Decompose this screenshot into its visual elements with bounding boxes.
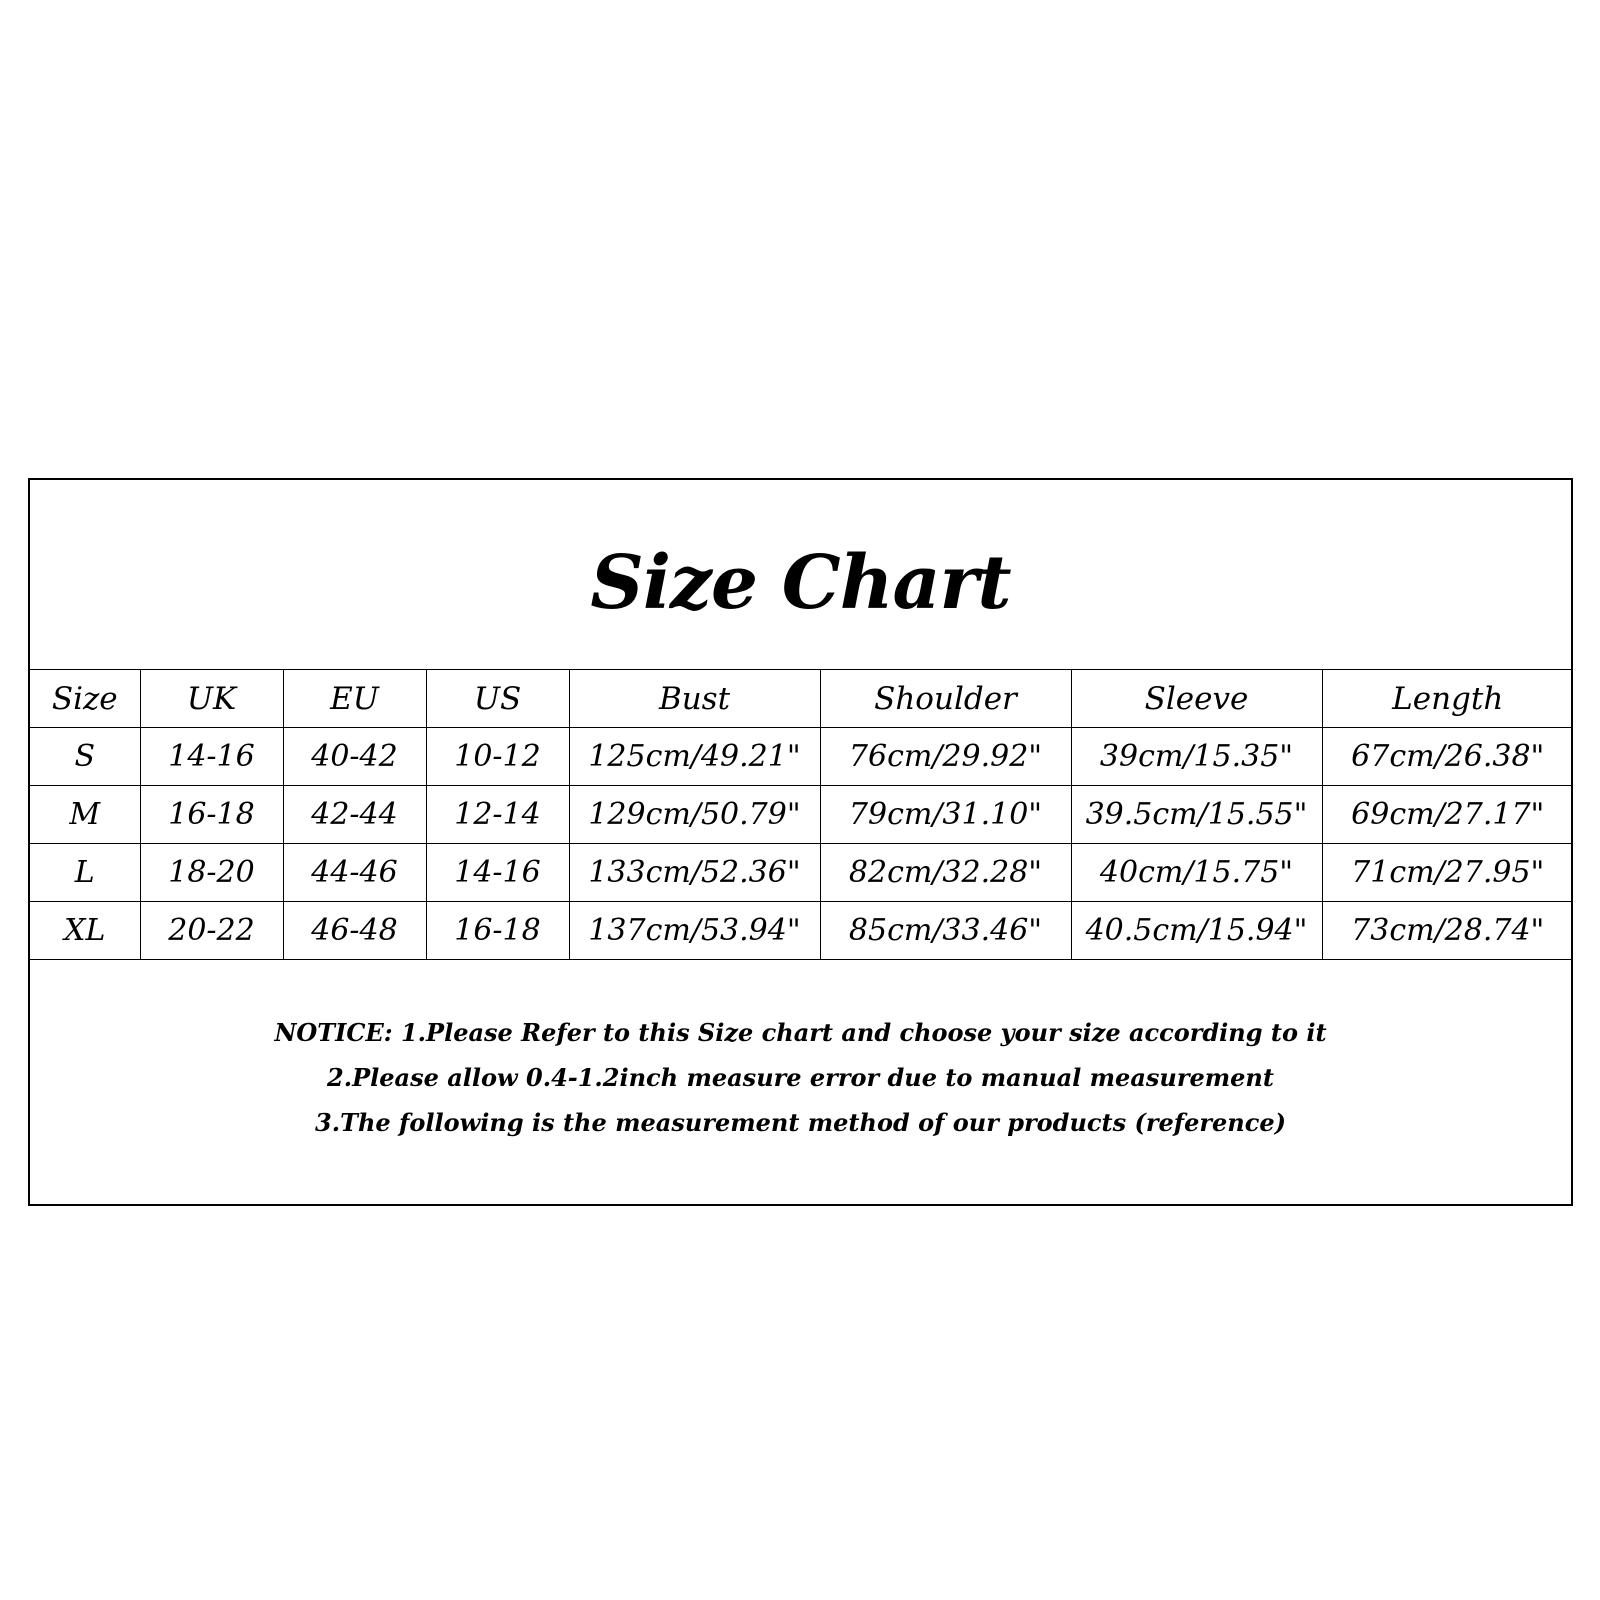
cell-eu: 40-42 <box>283 728 426 786</box>
header-size: Size <box>30 670 140 728</box>
cell-eu: 46-48 <box>283 902 426 960</box>
cell-length: 71cm/27.95" <box>1322 844 1573 902</box>
cell-length: 73cm/28.74" <box>1322 902 1573 960</box>
cell-size: L <box>30 844 140 902</box>
cell-shoulder: 76cm/29.92" <box>820 728 1071 786</box>
cell-uk: 14-16 <box>140 728 283 786</box>
table-row <box>30 902 1573 960</box>
header-sleeve: Sleeve <box>1071 670 1322 728</box>
cell-uk: 20-22 <box>140 902 283 960</box>
header-uk: UK <box>140 670 283 728</box>
cell-length: 67cm/26.38" <box>1322 728 1573 786</box>
header-eu: EU <box>283 670 426 728</box>
table-row <box>30 844 1573 902</box>
cell-bust: 125cm/49.21" <box>569 728 820 786</box>
cell-us: 16-18 <box>426 902 569 960</box>
cell-bust: 133cm/52.36" <box>569 844 820 902</box>
cell-eu: 42-44 <box>283 786 426 844</box>
table-row <box>30 786 1573 844</box>
table-header-row <box>30 670 1573 728</box>
cell-length: 69cm/27.17" <box>1322 786 1573 844</box>
cell-shoulder: 82cm/32.28" <box>820 844 1071 902</box>
cell-sleeve: 39cm/15.35" <box>1071 728 1322 786</box>
cell-shoulder: 85cm/33.46" <box>820 902 1071 960</box>
cell-sleeve: 40.5cm/15.94" <box>1071 902 1322 960</box>
cell-eu: 44-46 <box>283 844 426 902</box>
table-row <box>30 728 1573 786</box>
cell-us: 14-16 <box>426 844 569 902</box>
cell-us: 12-14 <box>426 786 569 844</box>
cell-shoulder: 79cm/31.10" <box>820 786 1071 844</box>
cell-uk: 16-18 <box>140 786 283 844</box>
cell-sleeve: 39.5cm/15.55" <box>1071 786 1322 844</box>
chart-title: Size Chart <box>590 540 1011 626</box>
header-us: US <box>426 670 569 728</box>
header-bust: Bust <box>569 670 820 728</box>
size-chart-panel <box>28 478 1573 1206</box>
size-table <box>30 669 1573 960</box>
header-length: Length <box>1322 670 1573 728</box>
cell-uk: 18-20 <box>140 844 283 902</box>
cell-sleeve: 40cm/15.75" <box>1071 844 1322 902</box>
cell-size: M <box>30 786 140 844</box>
cell-size: XL <box>30 902 140 960</box>
cell-us: 10-12 <box>426 728 569 786</box>
cell-bust: 137cm/53.94" <box>569 902 820 960</box>
cell-bust: 129cm/50.79" <box>569 786 820 844</box>
notice-line-3: 3.The following is the measurement method of our products (reference) <box>315 1108 1286 1137</box>
notice-line-2: 2.Please allow 0.4-1.2inch measure error due to manual measurement <box>327 1063 1274 1092</box>
header-shoulder: Shoulder <box>820 670 1071 728</box>
notice-block <box>30 1010 1571 1145</box>
cell-size: S <box>30 728 140 786</box>
notice-line-1: NOTICE: 1.Please Refer to this Size chart and choose your size according to it <box>274 1018 1327 1047</box>
